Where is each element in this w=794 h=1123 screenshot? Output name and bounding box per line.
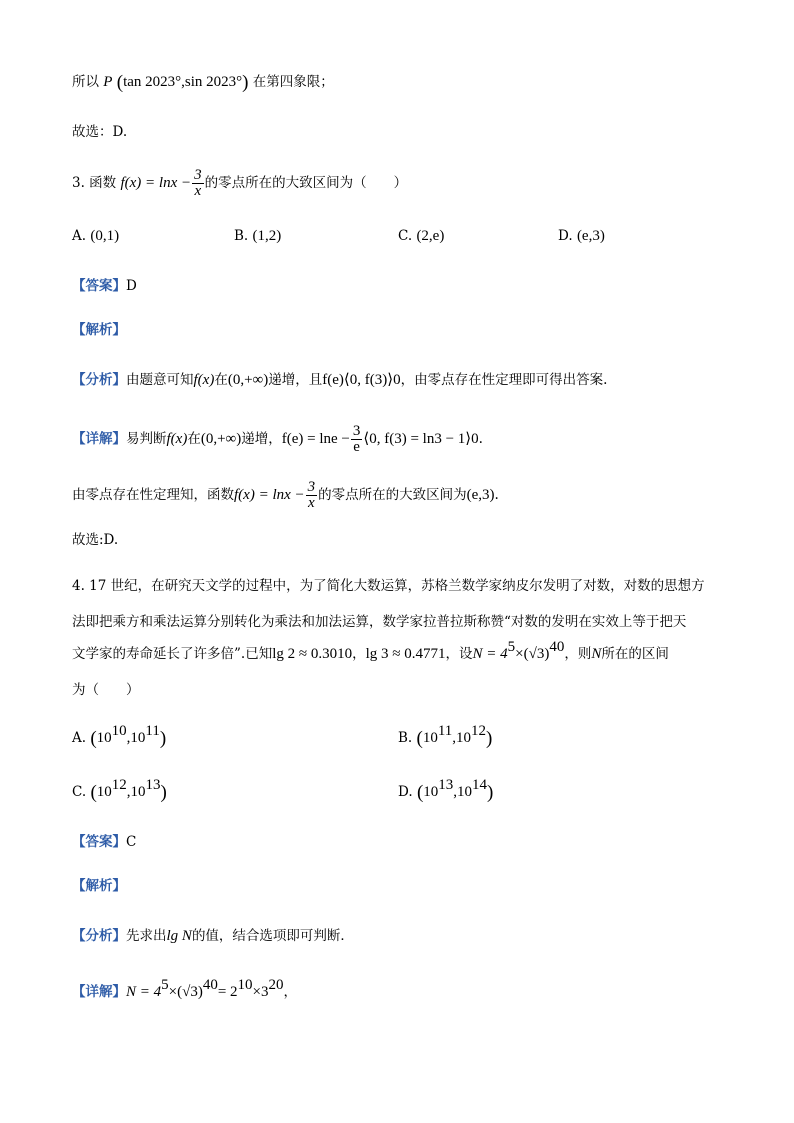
analysis-tag: 【解析】 [72,878,126,894]
q4-option-c[interactable] [72,777,167,803]
text: 在 [187,431,201,447]
text: 由零点存在性定理知，函数 [72,487,234,503]
paren-open: ( [116,72,124,93]
math: N = 4 [472,646,508,662]
exponent: 11 [437,723,453,739]
q3-option-d[interactable] [558,226,605,246]
exponent: 5 [507,639,516,655]
question-4-line-2: 法即把乘方和乘法运算分别转化为乘法和加法运算，数学家拉普拉斯称赞“对数的发明在实效上等于把天 [72,614,687,630]
exponent: 10 [237,977,253,993]
paren-open: ( [416,728,423,749]
text: 先求出 [126,928,167,944]
text: ，由零点存在性定理即可得出答案. [400,372,608,388]
analysis-heading-4 [72,876,126,896]
option-value: (1,2) [252,228,282,244]
text: ， [283,984,298,1000]
text: 所以 [72,74,99,90]
exponent: 12 [111,777,127,793]
option-label: D. [398,784,413,800]
option-label: A. [72,730,87,746]
text: 递增， [241,431,282,447]
fraction [192,168,204,199]
denominator: x [194,183,202,199]
exponent: 14 [472,777,488,793]
paren-close: ) [242,72,249,93]
option-label: A. [72,228,87,244]
question-4-line-4: 为（ ） [72,682,140,698]
conclusion-3 [72,480,499,511]
text: 易判断 [126,431,167,447]
option-value: (0,1) [90,228,120,244]
text: 由题意可知 [126,372,194,388]
exponent: 11 [145,723,160,739]
q3-option-a[interactable] [72,226,119,246]
detail-label: 【详解】 [72,431,126,447]
answer-4 [72,832,136,852]
q4-option-a[interactable] [72,723,167,749]
q4-option-d[interactable] [398,777,494,803]
paren-open: ( [90,782,97,803]
math: lg 3 ≈ 0.4771 [365,646,446,662]
base: 10 [96,730,112,746]
answer-tag: 【答案】 [72,278,126,294]
line-choice-d-2: 故选:D. [72,532,119,548]
q3-option-c[interactable] [398,226,444,246]
text: . [494,487,499,503]
numerator: 3 [352,423,361,439]
question-4-line-3 [72,639,669,664]
paren-close: ) [486,728,493,749]
exponent: 12 [471,723,487,739]
analysis-4 [72,926,354,946]
paren-close: ) [160,782,167,803]
analysis-label: 【分析】 [72,372,126,388]
detail-label: 【详解】 [72,984,126,1000]
option-label: D. [558,228,573,244]
fraction [351,424,363,455]
q3-option-b[interactable] [234,226,281,246]
text: 在 [214,372,228,388]
exponent: 13 [438,777,454,793]
math: (0,+∞) [227,372,269,388]
answer-tag: 【答案】 [72,834,126,850]
line-quadrant [72,72,334,93]
paren-open: ( [416,782,424,803]
question-3 [72,168,407,199]
exponent: 40 [202,977,218,993]
q4-option-b[interactable] [398,723,493,749]
base: 10 [130,784,146,800]
analysis-3 [72,370,607,390]
comma: , [126,784,131,800]
math: f(x) = lnx − [234,487,305,503]
point-p: P [103,74,113,90]
math: ×(√3) [168,984,203,1000]
paren-close: ) [159,728,167,749]
paren-close: ) [487,782,494,803]
math: f(e) = lne − [281,431,350,447]
math: N [591,646,602,662]
exponent: 10 [111,723,127,739]
math: f(e)⟨0, f(3)⟩0 [322,372,401,388]
exponent: 13 [145,777,161,793]
option-value: (e,3) [576,228,605,244]
analysis-heading-3 [72,320,126,340]
math: (0,+∞) [200,431,242,447]
comma: , [453,784,458,800]
point-coords: tan 2023°,sin 2023° [123,74,243,90]
detail-4 [72,977,298,1002]
math: N = 4 [126,984,162,1000]
exponent: 20 [268,977,284,993]
text: ，则 [564,646,592,662]
numerator: 3 [194,167,202,183]
option-label: B. [398,730,413,746]
paren-open: ( [90,728,97,749]
math: ×3 [252,984,269,1000]
text: ，设 [445,646,473,662]
numerator: 3 [307,479,316,495]
base: 10 [423,784,439,800]
base: 10 [457,784,473,800]
exponent: 5 [161,977,169,993]
option-label: C. [72,784,87,800]
base: 10 [130,730,146,746]
option-value: (2,e) [416,228,445,244]
base: 10 [422,730,438,746]
text: 的零点所在的大致区间为 [318,487,467,503]
answer-value: C [126,834,137,850]
question-4-line-1: 4. 17 世纪，在研究天文学的过程中，为了简化大数运算，苏格兰数学家纳皮尔发明了对数，对数的思想方 [72,578,705,594]
comma: , [452,730,457,746]
analysis-label: 【分析】 [72,928,126,944]
function-expr: f(x) = lnx − [120,175,192,191]
text: . [478,431,483,447]
text: 递增，且 [268,372,323,388]
base: 10 [96,784,112,800]
math: f(x) [193,372,215,388]
math: ⟨0, f(3) = ln3 − 1⟩0 [363,431,479,447]
text: 文学家的寿命延长了许多倍”.已知 [72,646,273,662]
text: 所在的区间 [601,646,669,662]
answer-3 [72,276,137,296]
text: 的零点所在的大致区间为（ ） [204,175,408,191]
option-label: C. [398,228,413,244]
math: (e,3) [466,487,495,503]
denominator: e [353,439,360,455]
option-label: B. [234,228,249,244]
question-number: 3. 函数 [72,175,117,191]
denominator: x [308,495,315,511]
base: 10 [456,730,472,746]
math: ×(√3) [515,646,550,662]
line-choice-d: 故选：D. [72,124,128,140]
math: lg 2 ≈ 0.3010 [272,646,353,662]
math: lg N [166,928,192,944]
math: f(x) [166,431,188,447]
detail-3 [72,424,483,455]
text: ， [352,646,366,662]
exponent: 40 [549,639,565,655]
math: = 2 [217,984,238,1000]
comma: , [126,730,131,746]
answer-value: D [126,278,137,294]
text: 在第四象限； [252,74,334,90]
fraction [306,480,318,511]
analysis-tag: 【解析】 [72,322,126,338]
text: 的值，结合选项即可判断． [191,928,354,944]
